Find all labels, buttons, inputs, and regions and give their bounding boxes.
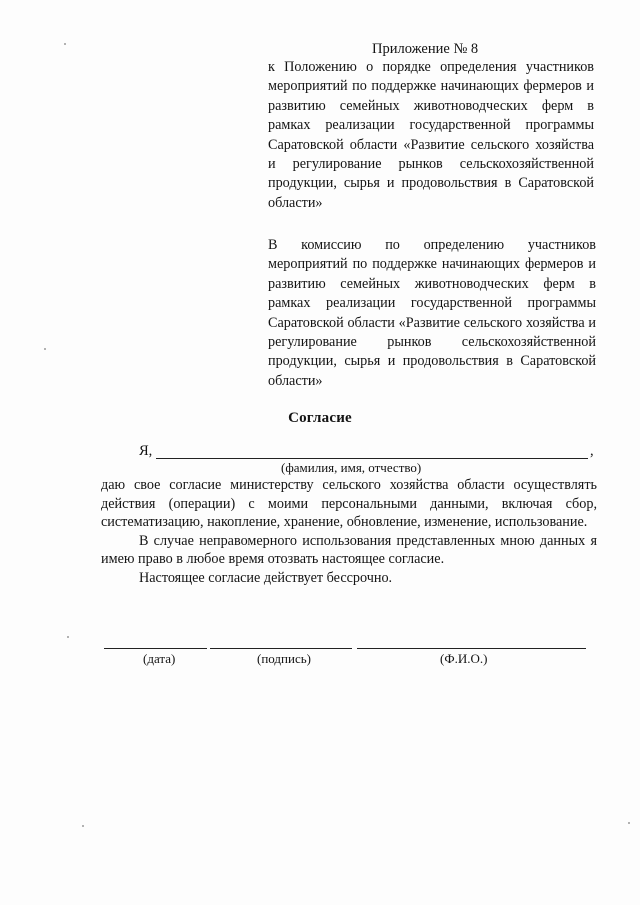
full-name-field-line[interactable]: [156, 458, 588, 459]
date-field-line[interactable]: [104, 648, 207, 649]
fio-field-line[interactable]: [357, 648, 586, 649]
signature-caption: (подпись): [257, 651, 311, 666]
regulation-reference: к Положению о порядке определения участников мероприятий по поддержке начинающих фермеров и развитию семейных животноводческих ферм в рамках реализации государственной программы Саратовской области «Развитие сельского хозяйства и регулирование рынков сельскохозяйственной продукции, сырья и продовольствия в Саратовской области»: [268, 59, 594, 211]
date-caption: (дата): [143, 651, 176, 666]
signature-field-line[interactable]: [210, 648, 352, 649]
scan-speck: [82, 825, 84, 827]
consent-paragraph-3: Настоящее согласие действует бессрочно.: [139, 569, 393, 586]
consent-paragraph-2: В случае неправомерного использования представленных мною данных я имею право в любое время отозвать настоящее согласие.: [101, 532, 597, 568]
consent-paragraph-1: даю свое согласие министерству сельского хозяйства области осуществлять действия (операции) с моими персональными данными, включая сбор, систематизацию, накопление, хранение, обновление, изменение, использование.: [101, 477, 597, 531]
scan-speck: [44, 348, 46, 350]
consent-heading: Согласие: [288, 410, 352, 426]
annex-title: Приложение № 8: [372, 41, 479, 57]
scan-speck: [67, 636, 69, 638]
ya-prefix: Я,: [139, 443, 153, 459]
fio-caption: (Ф.И.О.): [440, 651, 488, 666]
scan-speck: [628, 822, 630, 824]
name-line-comma: ,: [590, 443, 594, 459]
addressee-block: В комиссию по определению участников мероприятий по поддержке начинающих фермеров и развитию семейных животноводческих ферм в рамках реализации государственной программы Саратовской области «Развитие сельского хозяйства и регулирование рынков сельскохозяйственной продукции, сырья и продовольствия в Саратовской области»: [268, 237, 596, 389]
full-name-caption: (фамилия, имя, отчество): [281, 460, 422, 475]
scan-speck: [64, 43, 66, 45]
consent-body: [101, 476, 597, 588]
